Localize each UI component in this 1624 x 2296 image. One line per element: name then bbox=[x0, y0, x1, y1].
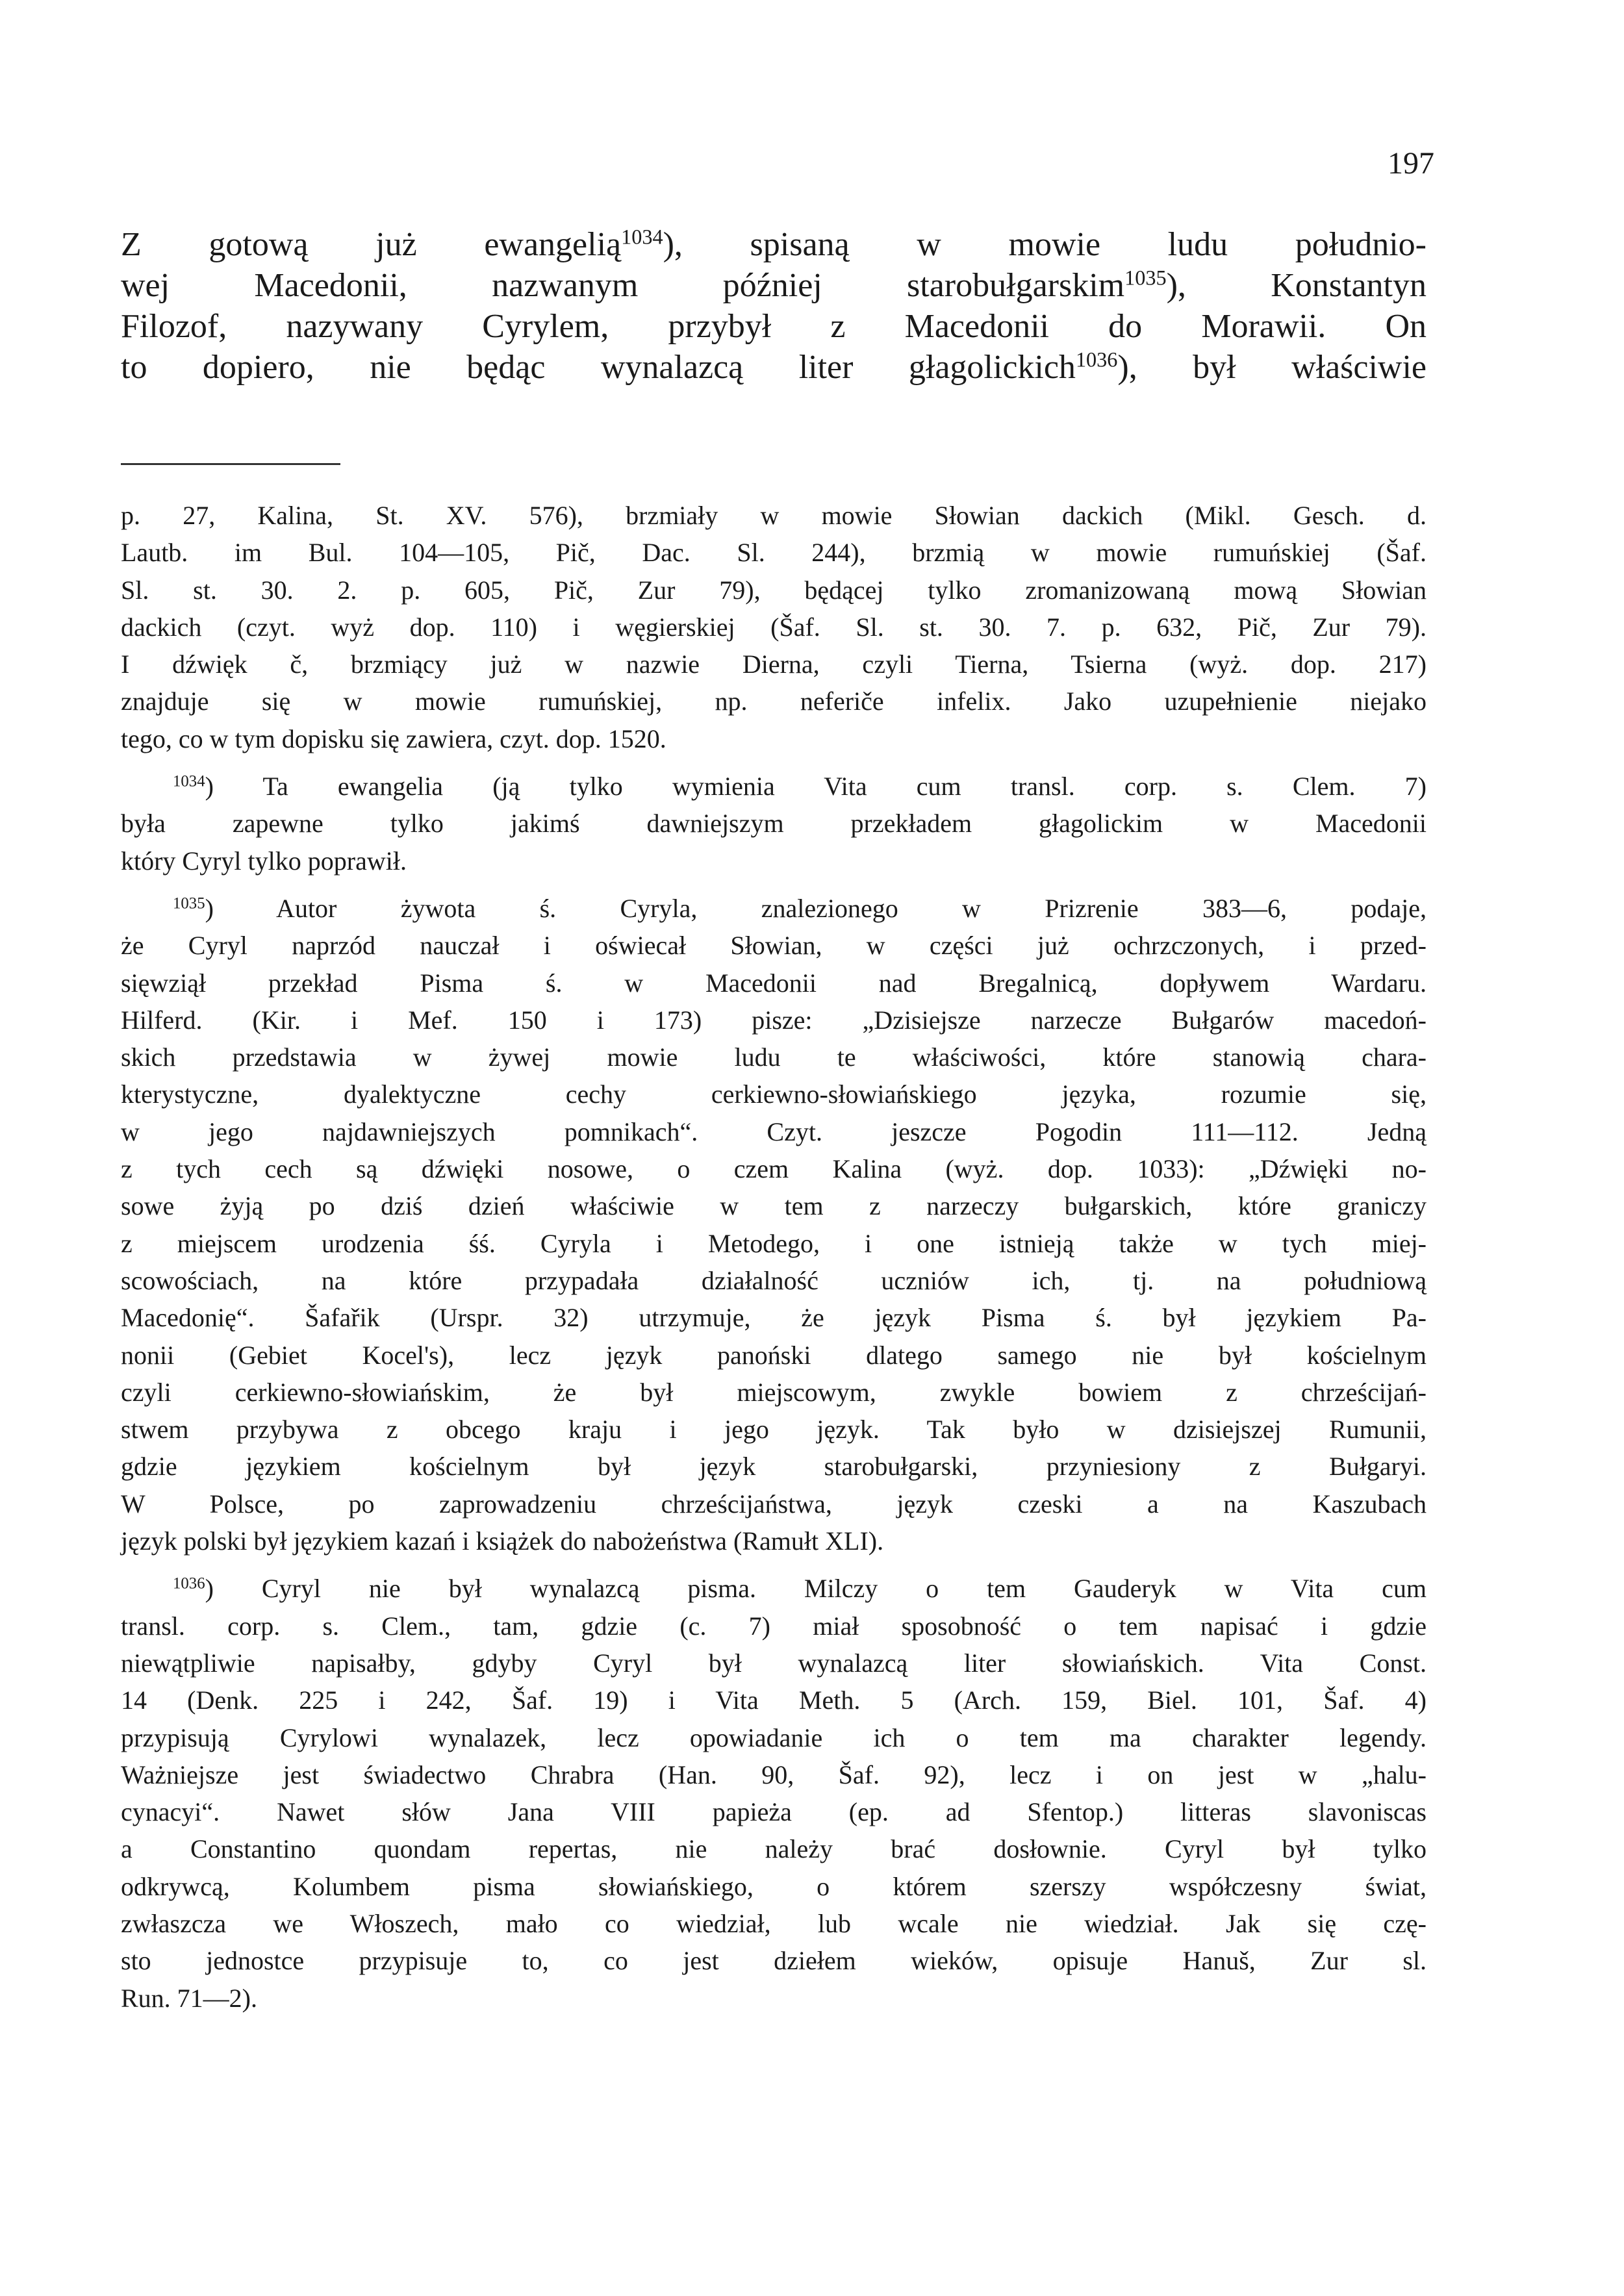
footnote-line: dackich (czyt. wyż dop. 110) i węgierskiej (Šaf. Sl. st. 30. 7. p. 632, Pič, Zur 79). bbox=[121, 612, 1427, 642]
main-text-segment: Filozof, nazywany Cyrylem, przybył z Macedonii do Morawii. On bbox=[121, 308, 1427, 345]
main-text-segment: ), był właściwie bbox=[1117, 349, 1427, 386]
footnote-line: scowościach, na które przypadała działalność uczniów ich, tj. na południową bbox=[121, 1265, 1427, 1295]
footnote-separator bbox=[121, 463, 340, 465]
footnote-line: skich przedstawia w żywej mowie ludu te właściwości, które stanowią chara- bbox=[121, 1042, 1427, 1072]
footnote-text: ) Cyryl nie był wynalazcą pisma. Milczy o tem Gauderyk w Vita cum bbox=[205, 1574, 1427, 1604]
footnote-line: znajduje się w mowie rumuńskiej, np. neferiče infelix. Jako uzupełnienie niejako bbox=[121, 687, 1427, 716]
footnote-line: przypisują Cyrylowi wynalazek, lecz opowiadanie ich o tem ma charakter legendy. bbox=[121, 1722, 1427, 1752]
footnote-line: że Cyryl naprzód nauczał i oświecał Słowian, w części już ochrzczonych, i przed- bbox=[121, 931, 1427, 961]
footnote-line: Hilferd. (Kir. i Mef. 150 i 173) pisze: „Dzisiejsze narzecze Bułgarów macedoń- bbox=[121, 1005, 1427, 1035]
page-number: 197 bbox=[1388, 146, 1434, 181]
footnote-line: transl. corp. s. Clem., tam, gdzie (c. 7) miał sposobność o tem napisać i gdzie bbox=[121, 1611, 1427, 1641]
footnote-line: odkrywcą, Kolumbem pisma słowiańskiego, o którem szerszy współczesny świat, bbox=[121, 1871, 1427, 1901]
main-text-segment: Z gotową już ewangelią bbox=[121, 226, 622, 263]
footnote-ref-1034: 1034 bbox=[621, 225, 663, 249]
footnote-1034 bbox=[121, 768, 1427, 879]
footnote-line: z tych cech są dźwięki nosowe, o czem Kalina (wyż. dop. 1033): „Dźwięki no- bbox=[121, 1154, 1427, 1184]
footnote-line: cynacyi“. Nawet słów Jana VIII papieża (ep. ad Sfentop.) litteras slavoniscas bbox=[121, 1797, 1427, 1827]
footnote-line: kterystyczne, dyalektyczne cechy cerkiewno-słowiańskiego języka, rozumie się, bbox=[121, 1079, 1427, 1109]
main-text-segment: ), Konstantyn bbox=[1166, 267, 1427, 304]
footnote-line: w jego najdawniejszych pomnikach“. Czyt. jeszcze Pogodin 111—112. Jedną bbox=[121, 1116, 1427, 1146]
main-text-segment: ), spisaną w mowie ludu południo- bbox=[663, 226, 1427, 263]
footnote-text: ) Autor żywota ś. Cyryla, znalezionego w Prizrenie 383—6, podaje, bbox=[205, 893, 1427, 923]
footnote-line: p. 27, Kalina, St. XV. 576), brzmiały w mowie Słowian dackich (Mikl. Gesch. d. bbox=[121, 501, 1427, 530]
footnotes bbox=[121, 497, 1427, 2017]
main-text-line bbox=[121, 224, 1427, 265]
footnote-line: Run. 71—2). bbox=[121, 1983, 257, 2013]
main-text-line bbox=[121, 306, 1427, 347]
footnote-line: zwłaszcza we Włoszech, mało co wiedział, lub wcale nie wiedział. Jak się czę- bbox=[121, 1908, 1427, 1938]
footnote-line: Sl. st. 30. 2. p. 605, Pič, Zur 79), będącej tylko zromanizowaną mową Słowian bbox=[121, 575, 1427, 605]
footnote-line: Lautb. im Bul. 104—105, Pič, Dac. Sl. 244), brzmią w mowie rumuńskiej (Šaf. bbox=[121, 538, 1427, 568]
footnote-line: I dźwięk č, brzmiący już w nazwie Dierna, czyli Tierna, Tsierna (wyż. dop. 217) bbox=[121, 650, 1427, 679]
footnote-line bbox=[121, 768, 1427, 805]
footnote-line: stwem przybywa z obcego kraju i jego język. Tak było w dzisiejszej Rumunii, bbox=[121, 1415, 1427, 1444]
main-text-line bbox=[121, 265, 1427, 306]
footnote-line: sowe żyją po dziś dzień właściwie w tem z narzeczy bułgarskich, które graniczy bbox=[121, 1191, 1427, 1221]
footnote-line: W Polsce, po zaprowadzeniu chrześcijaństwa, język czeski a na Kaszubach bbox=[121, 1489, 1427, 1519]
footnote-line bbox=[121, 890, 1427, 927]
footnote-line: sięwziął przekład Pisma ś. w Macedonii nad Bregalnicą, dopływem Wardaru. bbox=[121, 968, 1427, 998]
footnote-line: niewątpliwie napisałby, gdyby Cyryl był wynalazcą liter słowiańskich. Vita Const. bbox=[121, 1648, 1427, 1678]
main-text-segment: to dopiero, nie będąc wynalazcą liter głagolickich bbox=[121, 349, 1076, 386]
footnote-line: Macedonię“. Šafařik (Urspr. 32) utrzymuje, że język Pisma ś. był językiem Pa- bbox=[121, 1303, 1427, 1333]
footnote-text: ) Ta ewangelia (ją tylko wymienia Vita cum transl. corp. s. Clem. 7) bbox=[205, 772, 1427, 801]
footnote-line: sto jednostce przypisuje to, co jest dziełem wieków, opisuje Hanuš, Zur sl. bbox=[121, 1946, 1427, 1976]
footnote-line: tego, co w tym dopisku się zawiera, czyt. dop. 1520. bbox=[121, 724, 666, 753]
footnote-ref-1036: 1036 bbox=[1075, 347, 1118, 372]
main-text-line bbox=[121, 347, 1427, 388]
footnote-continuation bbox=[121, 497, 1427, 757]
footnote-1036 bbox=[121, 1570, 1427, 2017]
footnote-line: 14 (Denk. 225 i 242, Šaf. 19) i Vita Meth. 5 (Arch. 159, Biel. 101, Šaf. 4) bbox=[121, 1685, 1427, 1715]
footnote-line: czyli cerkiewno-słowiańskim, że był miejscowym, zwykle bowiem z chrześcijań- bbox=[121, 1377, 1427, 1407]
footnote-line bbox=[121, 1570, 1427, 1607]
footnote-line: nonii (Gebiet Kocel's), lecz język panoński dlatego samego nie był kościelnym bbox=[121, 1340, 1427, 1370]
footnote-line: Ważniejsze jest świadectwo Chrabra (Han. 90, Šaf. 92), lecz i on jest w „halu- bbox=[121, 1760, 1427, 1789]
footnote-line: gdzie językiem kościelnym był język starobułgarski, przyniesiony z Bułgaryi. bbox=[121, 1452, 1427, 1482]
footnote-marker: 1036 bbox=[173, 1574, 205, 1593]
main-text bbox=[121, 224, 1427, 388]
footnote-line: język polski był językiem kazań i książek do nabożeństwa (Ramułt XLI). bbox=[121, 1526, 884, 1556]
footnote-line: który Cyryl tylko poprawił. bbox=[121, 846, 407, 876]
footnote-marker: 1034 bbox=[173, 772, 205, 790]
footnote-ref-1035: 1035 bbox=[1124, 266, 1167, 290]
main-text-segment: wej Macedonii, nazwanym później starobułgarskim bbox=[121, 267, 1125, 304]
footnote-line: a Constantino quondam repertas, nie należy brać dosłownie. Cyryl był tylko bbox=[121, 1834, 1427, 1864]
footnote-line: była zapewne tylko jakimś dawniejszym przekładem głagolickim w Macedonii bbox=[121, 809, 1427, 839]
footnote-1035 bbox=[121, 890, 1427, 1559]
footnote-line: z miejscem urodzenia śś. Cyryla i Metodego, i one istnieją także w tych miej- bbox=[121, 1228, 1427, 1258]
footnote-marker: 1035 bbox=[173, 894, 205, 913]
